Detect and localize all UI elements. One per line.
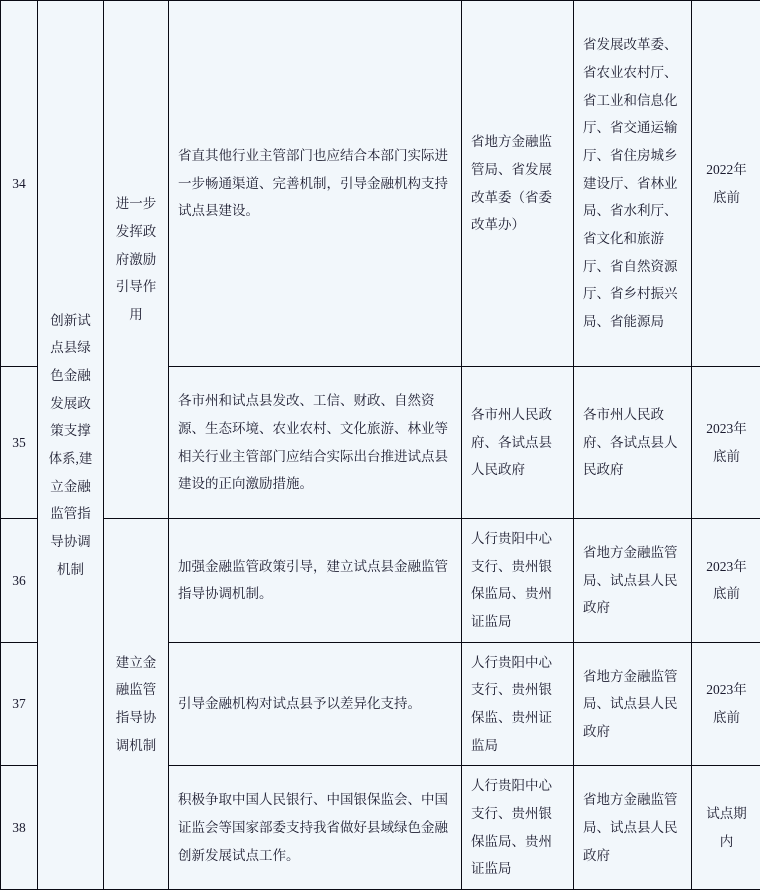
task-content-cell: 积极争取中国人民银行、中国银保监会、中国证监会等国家部委支持我省做好县域绿色金融创新发展试点工作。 — [169, 766, 462, 890]
task-content-cell: 加强金融监管政策引导，建立试点县金融监管指导协调机制。 — [169, 519, 462, 643]
lead-unit-cell: 各市州人民政府、各试点县人民政府 — [462, 367, 574, 519]
category-cell: 创新试点县绿色金融发展政策支撑体系,建立金融监管指导协调机制 — [38, 1, 104, 890]
deadline-cell: 2023年底前 — [692, 367, 760, 519]
deadline-cell: 2023年底前 — [692, 519, 760, 643]
task-content-cell: 省直其他行业主管部门也应结合本部门实际进一步畅通渠道、完善机制，引导金融机构支持试点县建设。 — [169, 1, 462, 367]
responsible-unit-cell: 各市州人民政府、各试点县人民政府 — [574, 367, 692, 519]
row-number-cell: 34 — [1, 1, 38, 367]
row-number-cell: 38 — [1, 766, 38, 890]
lead-unit-cell: 省地方金融监管局、省发展改革委（省委改革办） — [462, 1, 574, 367]
row-number-cell: 35 — [1, 367, 38, 519]
row-number-cell: 36 — [1, 519, 38, 643]
table-row — [1, 519, 760, 643]
responsible-unit-cell: 省发展改革委、省农业农村厅、省工业和信息化厅、省交通运输厅、省住房城乡建设厅、省林业局、省水利厅、省文化和旅游厅、省自然资源厅、省乡村振兴局、省能源局 — [574, 1, 692, 367]
task-content-cell: 各市州和试点县发改、工信、财政、自然资源、生态环境、农业农村、文化旅游、林业等相关行业主管部门应结合实际出台推进试点县建设的正向激励措施。 — [169, 367, 462, 519]
deadline-cell: 2023年底前 — [692, 642, 760, 766]
responsible-unit-cell: 省地方金融监管局、试点县人民政府 — [574, 766, 692, 890]
lead-unit-cell: 人行贵阳中心支行、贵州银保监、贵州证监局 — [462, 642, 574, 766]
subcategory-cell-incentive: 进一步发挥政府激励引导作用 — [104, 1, 169, 519]
responsible-unit-cell: 省地方金融监管局、试点县人民政府 — [574, 642, 692, 766]
table-row — [1, 1, 760, 367]
row-number-cell: 37 — [1, 642, 38, 766]
deadline-cell: 2022年底前 — [692, 1, 760, 367]
subcategory-cell-supervision: 建立金融监管指导协调机制 — [104, 519, 169, 890]
lead-unit-cell: 人行贵阳中心支行、贵州银保监局、贵州证监局 — [462, 766, 574, 890]
task-content-cell: 引导金融机构对试点县予以差异化支持。 — [169, 642, 462, 766]
deadline-cell: 试点期内 — [692, 766, 760, 890]
lead-unit-cell: 人行贵阳中心支行、贵州银保监局、贵州证监局 — [462, 519, 574, 643]
responsible-unit-cell: 省地方金融监管局、试点县人民政府 — [574, 519, 692, 643]
